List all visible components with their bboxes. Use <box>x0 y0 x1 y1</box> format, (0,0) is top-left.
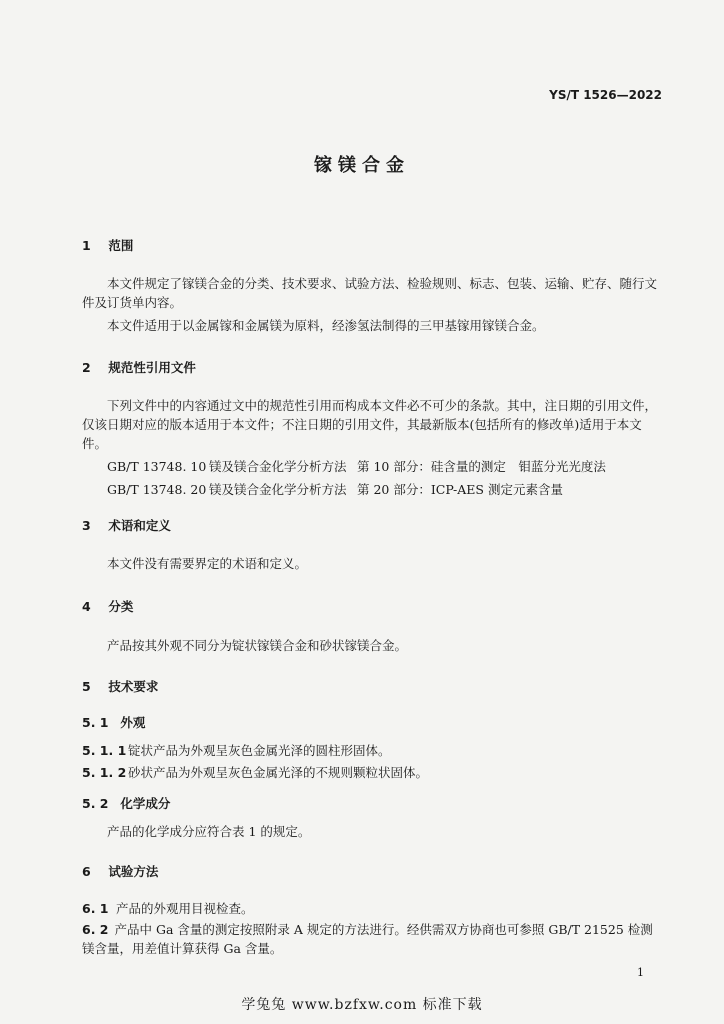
reference-part: 第 20 部分：ICP-AES 测定元素含量 <box>356 482 563 497</box>
clause-6-2 <box>82 920 662 958</box>
subsection-number: 5. 1 <box>82 715 109 730</box>
clause-number: 6. 2 <box>82 922 109 937</box>
section-title: 技术要求 <box>108 679 159 694</box>
section-5-heading <box>82 677 158 695</box>
section-title: 范围 <box>108 238 134 253</box>
classification-paragraph: 产品按其外观不同分为锭状镓镁合金和砂状镓镁合金。 <box>107 638 408 653</box>
clause-text: 产品的外观用目视检查。 <box>115 901 254 916</box>
clause-text: 砂状产品为外观呈灰色金属光泽的不规则颗粒状固体。 <box>127 765 428 780</box>
subsection-title: 外观 <box>120 715 146 730</box>
standard-number: YS/T 1526—2022 <box>549 88 662 102</box>
clause-text: 产品中 Ga 含量的测定按照附录 A 规定的方法进行。经供需双方协商也可参照 GB/T 21525 检测镁含量，用差值计算获得 Ga 含量。 <box>82 922 653 956</box>
section-number: 3 <box>82 518 91 533</box>
subsection-5-2-heading <box>82 794 170 812</box>
document-title: 镓镁合金 <box>314 155 410 176</box>
subsection-title: 化学成分 <box>120 796 171 811</box>
reference-code: GB/T 13748. 10 <box>107 459 207 474</box>
section-title: 规范性引用文件 <box>108 360 196 375</box>
reference-row <box>107 480 563 498</box>
reference-part: 第 10 部分：硅含量的测定 钼蓝分光光度法 <box>356 459 606 474</box>
clause-5-1-1 <box>82 741 391 759</box>
section-2-heading <box>82 358 196 376</box>
clause-6-1 <box>82 899 254 917</box>
clause-number: 5. 1. 1 <box>82 743 127 758</box>
subsection-number: 5. 2 <box>82 796 109 811</box>
scope-paragraph-2: 本文件适用于以金属镓和金属镁为原料，经渗氢法制得的三甲基镓用镓镁合金。 <box>107 318 545 333</box>
subsection-5-1-heading <box>82 713 145 731</box>
section-1-heading <box>82 236 133 254</box>
clause-number: 6. 1 <box>82 901 109 916</box>
section-title: 试验方法 <box>108 864 159 879</box>
clause-5-1-2 <box>82 763 428 781</box>
section-title: 分类 <box>108 599 134 614</box>
section-number: 2 <box>82 360 91 375</box>
reference-title: 镁及镁合金化学分析方法 <box>208 459 347 474</box>
clause-number: 5. 1. 2 <box>82 765 127 780</box>
footer-watermark-text: 学兔兔 www.bzfxw.com 标准下载 <box>241 997 483 1013</box>
reference-row <box>107 457 606 475</box>
scope-paragraph-1: 本文件规定了镓镁合金的分类、技术要求、试验方法、检验规则、标志、包装、运输、贮存、随行文件及订货单内容。 <box>82 276 658 310</box>
clause-text: 锭状产品为外观呈灰色金属光泽的圆柱形固体。 <box>127 743 391 758</box>
reference-title: 镁及镁合金化学分析方法 <box>208 482 347 497</box>
section-3-heading <box>82 516 171 534</box>
section-4-heading <box>82 597 133 615</box>
section-number: 4 <box>82 599 91 614</box>
reference-code: GB/T 13748. 20 <box>107 482 207 497</box>
normative-references-paragraph: 下列文件中的内容通过文中的规范性引用而构成本文件必不可少的条款。其中，注日期的引用文件，仅该日期对应的版本适用于本文件；不注日期的引用文件，其最新版本(包括所有的修改单)适用于本文件。 <box>82 398 658 451</box>
terms-paragraph: 本文件没有需要界定的术语和定义。 <box>107 556 308 571</box>
chemical-composition-paragraph: 产品的化学成分应符合表 1 的规定。 <box>107 824 311 839</box>
section-title: 术语和定义 <box>108 518 171 533</box>
section-number: 5 <box>82 679 91 694</box>
page-number: 1 <box>637 966 644 979</box>
section-number: 1 <box>82 238 91 253</box>
section-6-heading <box>82 862 158 880</box>
section-number: 6 <box>82 864 91 879</box>
